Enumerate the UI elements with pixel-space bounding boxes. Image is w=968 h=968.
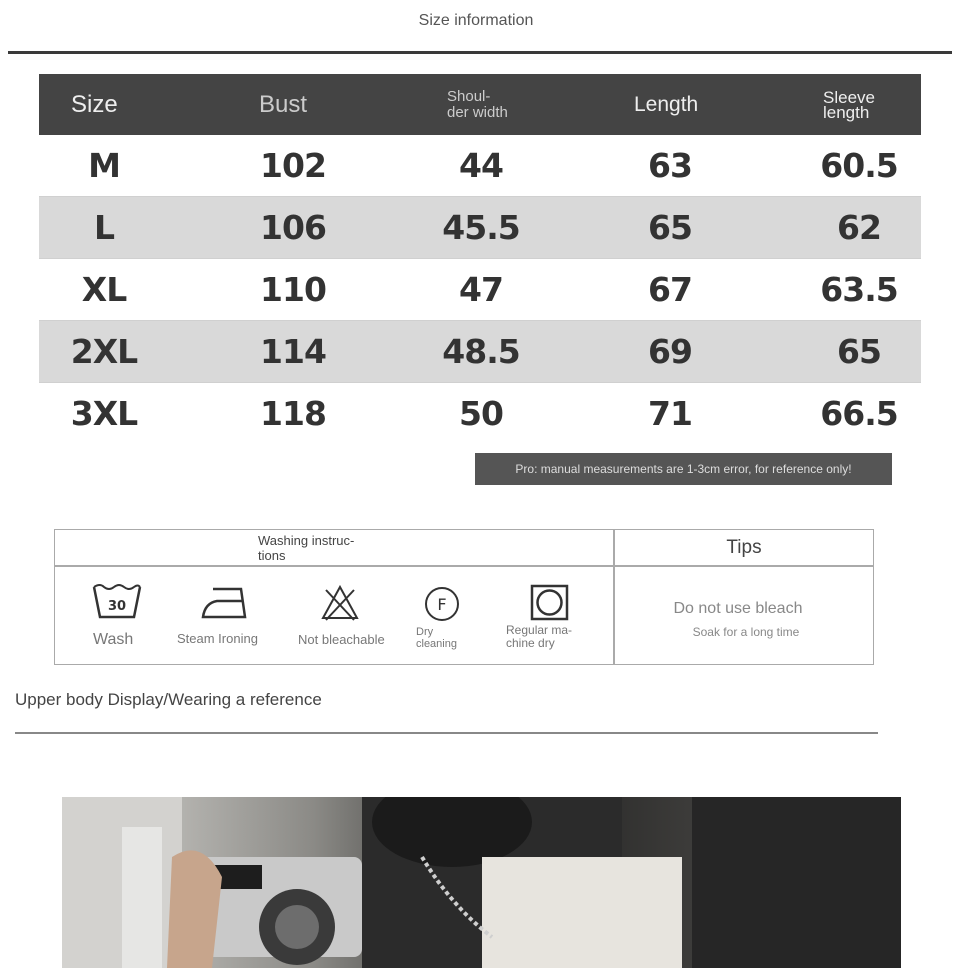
cell-shoulder: 47: [459, 270, 503, 309]
page-title: Size information: [418, 12, 534, 29]
table-row: [39, 135, 921, 197]
tips-main-text: Do not use bleach: [673, 600, 803, 617]
col-header-length: Length: [634, 92, 699, 116]
table-header: [39, 74, 921, 135]
cell-length: 65: [648, 208, 692, 247]
iron-label: Steam Ironing: [177, 631, 258, 646]
cell-size: L: [93, 208, 115, 247]
measurement-note: Pro: manual measurements are 1-3cm error, for reference only!: [475, 453, 892, 485]
cell-length: 63: [648, 146, 692, 185]
col-header-size: Size: [71, 90, 118, 118]
table-row: [39, 259, 921, 321]
cell-shoulder: 48.5: [442, 332, 520, 371]
no-bleach-label: Not bleachable: [298, 632, 385, 647]
cell-length: 67: [648, 270, 692, 309]
cell-bust: 102: [260, 146, 326, 185]
cell-bust: 114: [260, 332, 326, 371]
cell-shoulder: 50: [459, 394, 503, 433]
col-header-sleeve: Sleeve length: [823, 87, 875, 122]
cell-sleeve: 65: [837, 332, 881, 371]
cell-size: 2XL: [70, 332, 138, 371]
section-divider: [15, 732, 878, 734]
size-table: [39, 74, 921, 444]
cell-sleeve: 63.5: [820, 270, 898, 309]
model-photo-illustration: [62, 797, 901, 968]
cell-shoulder: 44: [459, 146, 503, 185]
cell-length: 69: [648, 332, 692, 371]
dry-clean-f-icon: [423, 585, 461, 623]
no-bleach-icon: [320, 584, 360, 622]
section-title: Upper body Display/Wearing a reference: [15, 690, 322, 709]
table-row: [39, 321, 921, 383]
cell-sleeve: 62: [837, 208, 881, 247]
cell-size: 3XL: [70, 394, 138, 433]
tips-header: Tips: [726, 536, 762, 558]
cell-size: M: [88, 146, 120, 185]
col-header-bust: Bust: [259, 90, 308, 118]
cell-length: 71: [648, 394, 692, 433]
care-box: [54, 529, 874, 665]
cell-bust: 110: [260, 270, 326, 309]
wash-label: Wash: [93, 631, 134, 648]
col-header-shoulder: Shoul- der width: [447, 87, 508, 121]
dry-clean-label: Dry cleaning: [416, 626, 457, 650]
wash-temp: 30: [107, 599, 127, 614]
table-row: [39, 197, 921, 259]
tumble-dry-icon: [530, 584, 570, 622]
model-photo: [62, 797, 901, 968]
wash-30-icon: [92, 583, 142, 621]
iron-icon: [201, 585, 249, 621]
care-divider-horizontal: [55, 565, 873, 567]
cell-sleeve: 66.5: [820, 394, 898, 433]
tips-sub-text: Soak for a long time: [692, 625, 800, 639]
dry-clean-letter: F: [437, 595, 447, 614]
title-divider: [8, 51, 952, 54]
cell-bust: 106: [260, 208, 326, 247]
cell-bust: 118: [260, 394, 326, 433]
tumble-dry-label: Regular ma- chine dry: [506, 623, 573, 650]
cell-size: XL: [81, 270, 127, 309]
table-row: [39, 383, 921, 444]
cell-shoulder: 45.5: [442, 208, 520, 247]
cell-sleeve: 60.5: [820, 146, 898, 185]
washing-instructions-header: Washing instruc- tions: [258, 533, 355, 563]
